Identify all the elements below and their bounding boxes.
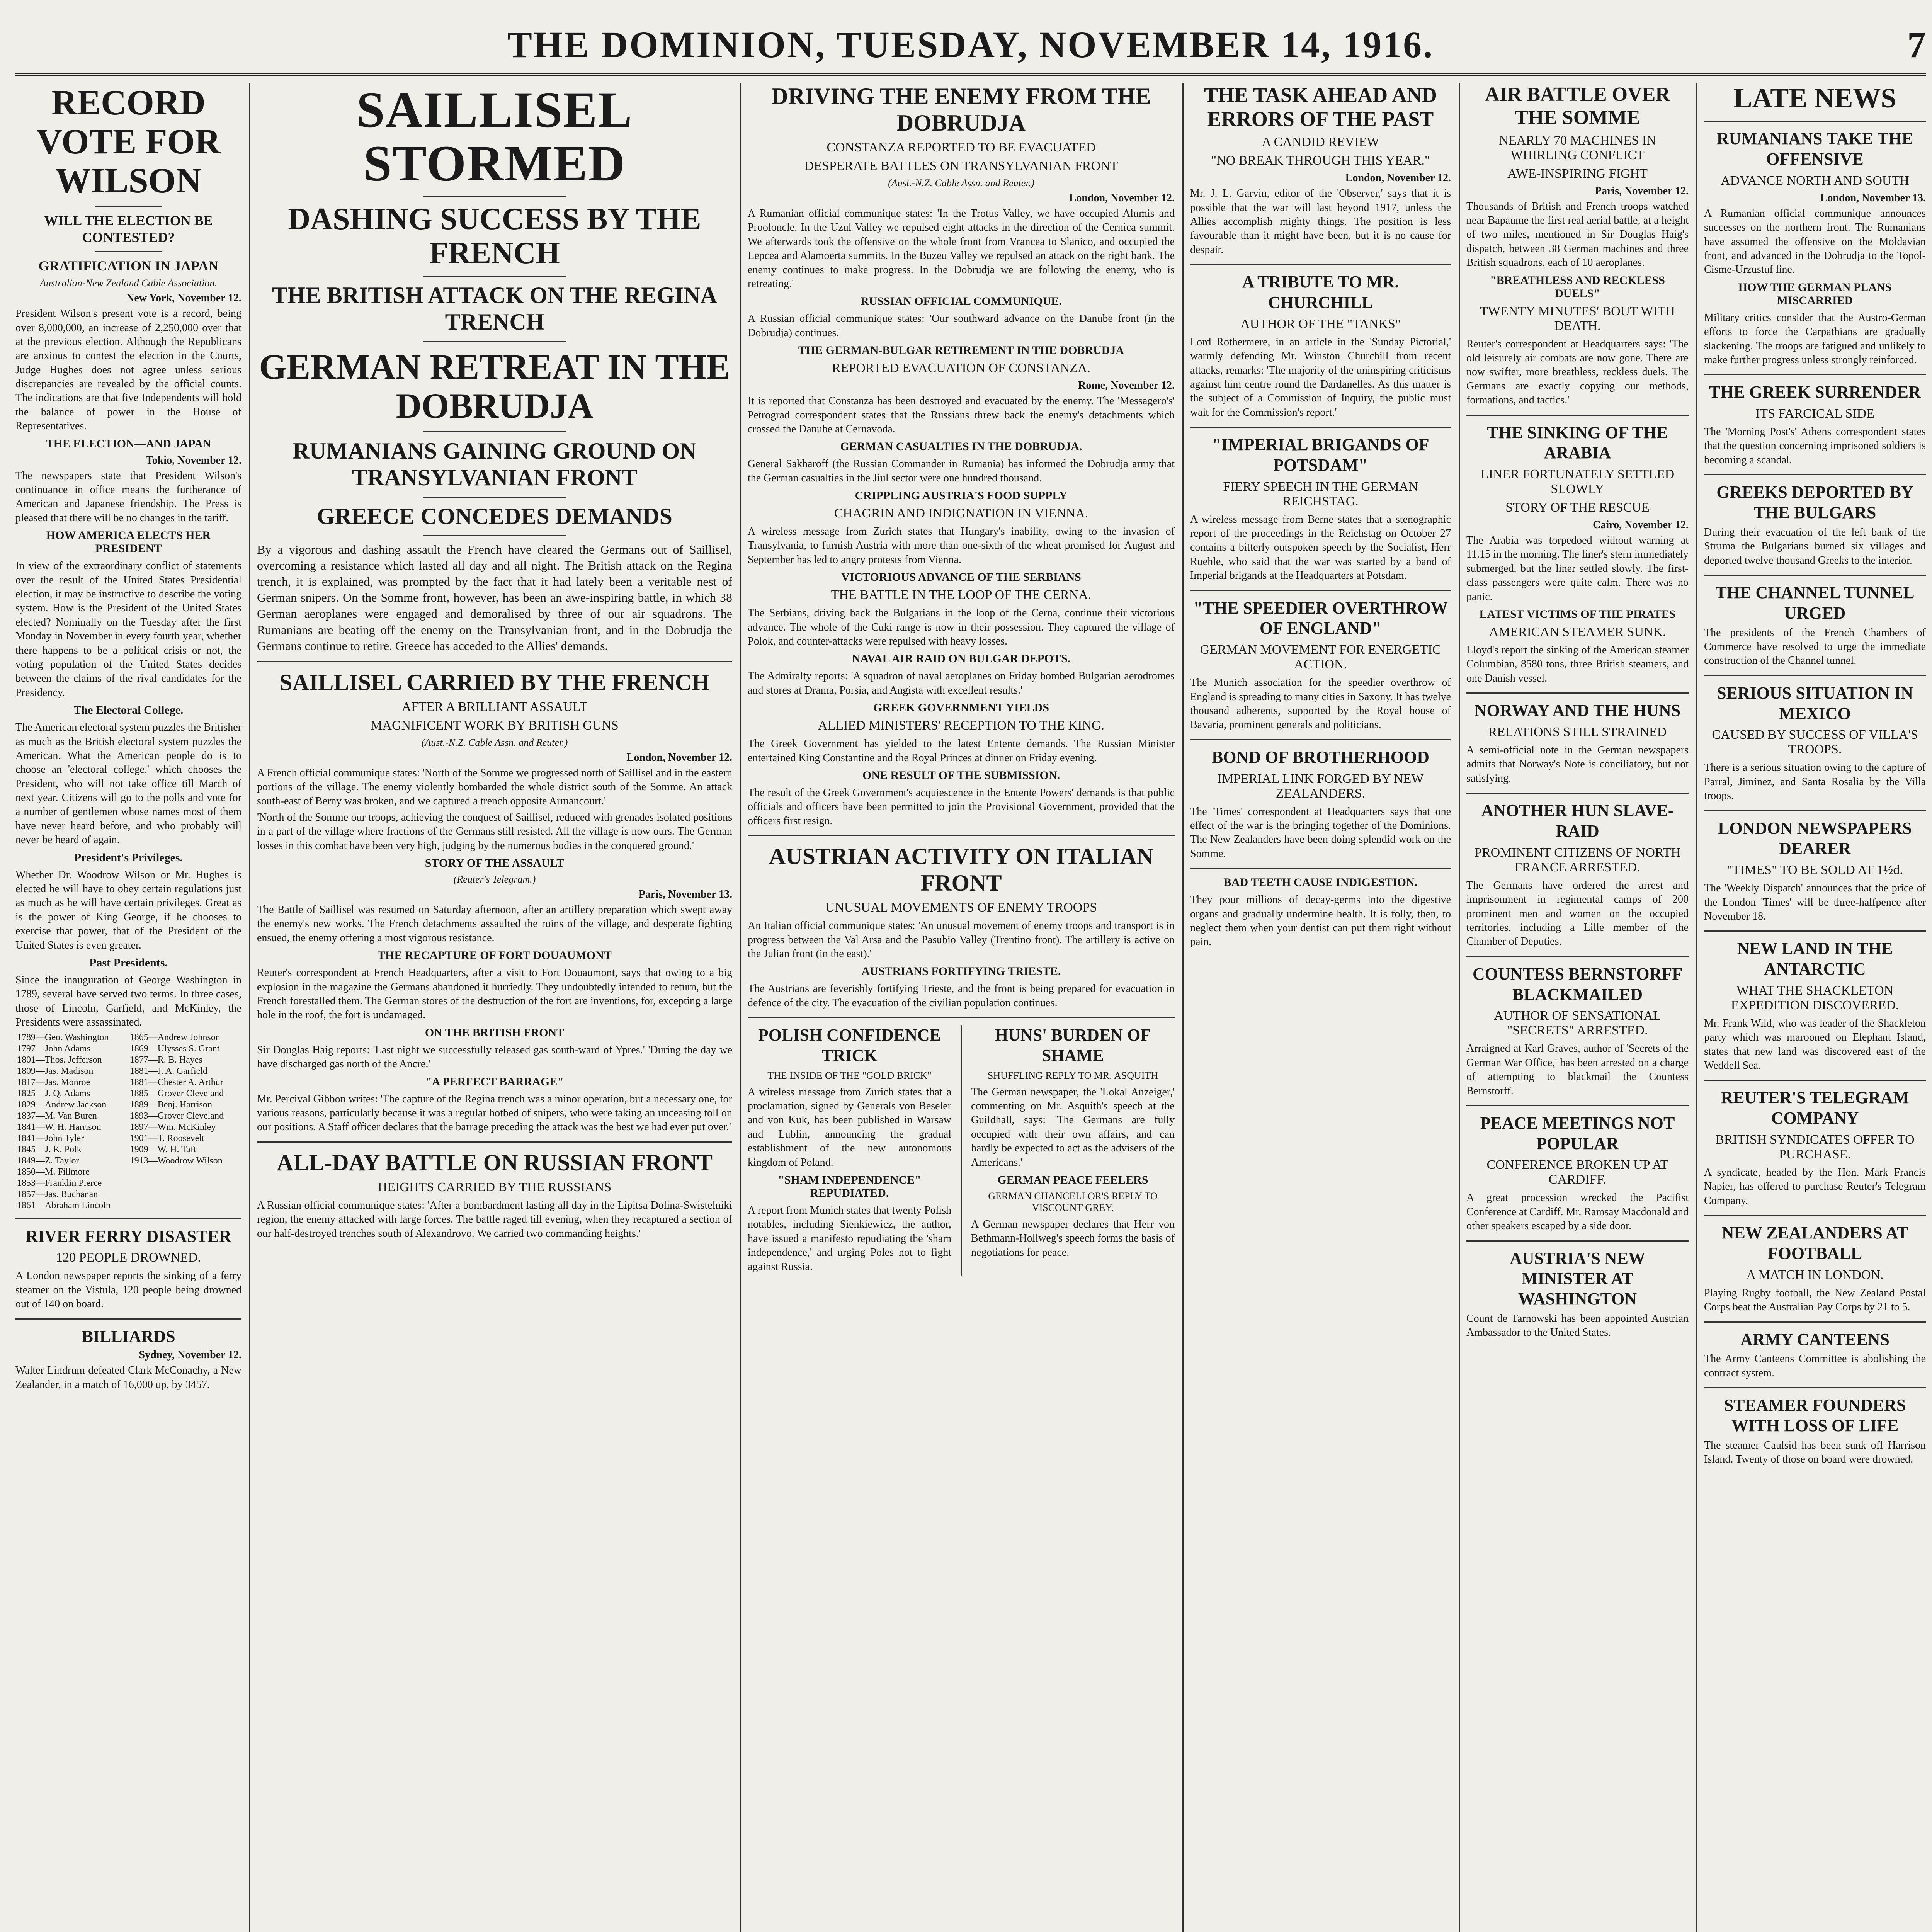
article-body: A wireless message from Zurich states that a proclamation, signed by Generals von Beseler and von Kuk, has been published in Warsaw and Lublin, announcing the gradual establishment of the new autonomous kingdom of Poland. — [748, 1086, 951, 1168]
subhead: ADVANCE NORTH AND SOUTH — [1721, 173, 1909, 188]
subhead: SHUFFLING REPLY TO MR. ASQUITH — [987, 1070, 1158, 1081]
dateline: Paris, November 13. — [638, 888, 732, 901]
section-heading: GERMAN CASUALTIES IN THE DOBRUDJA. — [840, 440, 1082, 453]
article-body: A great procession wrecked the Pacifist Conference at Cardiff. Mr. Ramsay Macdonald and other speakers escaped by a side door. — [1466, 1192, 1689, 1232]
article-body: The newspapers state that President Wilson's continuance in office means the furtherance of American and Japanese friendship. The Press is pleased that there will be no changes in the tariff. — [15, 469, 242, 524]
table-row: 1801—Thos. Jefferson 1877—R. B. Hayes — [17, 1054, 202, 1065]
subhead: BRITISH SYNDICATES OFFER TO PURCHASE. — [1715, 1133, 1915, 1162]
column-rule — [1459, 83, 1460, 1932]
article-body: The Battle of Saillisel was resumed on Saturday afternoon, after an artillery preparation which swept away the enemy's new works. The French detachments assaulted the ruins of the village, and desperate fighting ensued, the enemy offering a most vigorous resistance. — [257, 904, 732, 944]
article-body: In view of the extraordinary conflict of statements over the result of the United States Presidential election, it may be instructive to describe the voting system. How is the President of the United States elected? Nominally on the Tuesday after the first Monday in November in every fourth year, whether there happens to be a political crisis or not, the voting population of the United States decides between the claims of the rival candidates for the Presidency. — [15, 560, 242, 699]
headline-saillisel-carried: SAILLISEL CARRIED BY THE FRENCH — [279, 669, 710, 695]
article-body: Count de Tarnowski has been appointed Austrian Ambassador to the United States. — [1466, 1313, 1689, 1339]
section-heading: THE ELECTION—AND JAPAN — [46, 437, 211, 450]
column-rule — [1696, 83, 1697, 1932]
section-heading: HOW AMERICA ELECTS HER PRESIDENT — [46, 529, 211, 555]
subhead: 120 PEOPLE DROWNED. — [56, 1250, 201, 1265]
headline-regina: THE BRITISH ATTACK ON THE REGINA TRENCH — [272, 282, 717, 335]
table-row: 1797—John Adams 1869—Ulysses S. Grant — [17, 1043, 220, 1054]
subhead: ALLIED MINISTERS' RECEPTION TO THE KING. — [818, 718, 1104, 733]
article-body: The Admiralty reports: 'A squadron of naval aeroplanes on Friday bombed Bulgarian aerodromes and stores at Drama, Porsia, and Angista with excellent results.' — [748, 670, 1175, 696]
article-body: President Wilson's present vote is a record, being over 8,000,000, an increase of 2,250,000 over that at the previous election. Although the Republicans are anxious to contest the election in the Courts, Judge Hughes does not agree unless serious discrepancies are revealed by the official counts. The indications are that five Independents will hold the balance of power in the House of Representatives. — [15, 308, 242, 432]
table-row: 1809—Jas. Madison 1881—J. A. Garfield — [17, 1066, 208, 1076]
article-body: A French official communique states: 'North of the Somme we progressed north of Saillisel and in the eastern portions of the village. The enemy violently bombarded the whole district south of the Somme. An attack south-east of Berny was broken, and we captured a trench opposite Armancourt.' — [257, 767, 732, 807]
subhead: THE INSIDE OF THE "GOLD BRICK" — [767, 1070, 932, 1081]
subhead: WHAT THE SHACKLETON EXPEDITION DISCOVERED. — [1731, 983, 1899, 1012]
section-heading: HOW THE GERMAN PLANS MISCARRIED — [1738, 281, 1892, 307]
subhead: GERMAN MOVEMENT FOR ENERGETIC ACTION. — [1200, 643, 1441, 672]
subhead: AFTER A BRILLIANT ASSAULT — [401, 699, 588, 714]
article-body: A wireless message from Zurich states that Hungary's inability, owing to the invasion of Transylvania, to furnish Austria with more than one-sixth of the wheat promised for August and September has led to angry protests from Vienna. — [748, 526, 1175, 566]
dateline: Cairo, November 12. — [1593, 519, 1689, 531]
headline-late-news: LATE NEWS — [1733, 83, 1896, 114]
column-rule — [1182, 83, 1184, 1932]
article-body: The Arabia was torpedoed without warning at 11.15 in the morning. The liner's stern immediately submerged, but the liner settled slowly. The first-class passengers were quite calm. There was no panic. — [1466, 534, 1689, 603]
article-body: The German newspaper, the 'Lokal Anzeiger,' commenting on Mr. Asquith's speech at the Guildhall, says: 'The Germans are fully occupied with their own affairs, and can hardly be expected to act as the advisers of the Americans.' — [971, 1086, 1175, 1168]
subhead: MAGNIFICENT WORK BY BRITISH GUNS — [371, 718, 619, 733]
subhead: NEARLY 70 MACHINES IN WHIRLING CONFLICT — [1499, 133, 1656, 162]
headline-greeks-deported: GREEKS DEPORTED BY THE BULGARS — [1716, 483, 1913, 522]
headline-brigands: "IMPERIAL BRIGANDS OF POTSDAM" — [1212, 435, 1429, 474]
headline-norway: NORWAY AND THE HUNS — [1474, 701, 1681, 720]
table-row: 1841—John Tyler 1901—T. Roosevelt — [17, 1133, 204, 1143]
dateline: Paris, November 12. — [1595, 185, 1689, 197]
article-body: A Rumanian official communique announces successes on the northern front. The Rumanians have assumed the offensive on the Moldavian front, and advanced in the Dobrudja to the Topol-Cisme-Urzustuf line. — [1704, 207, 1926, 276]
cable-credit: (Aust.-N.Z. Cable Assn. and Reuter.) — [888, 177, 1034, 189]
article-body: The Austrians are feverishly fortifying Trieste, and the front is being prepared for evacuation in defence of the city. The evacuation of the civilian population continues. — [748, 983, 1175, 1009]
column-3 — [748, 83, 1175, 1932]
polish-article — [748, 1025, 951, 1276]
article-body: A syndicate, headed by the Hon. Mark Francis Napier, has offered to purchase Reuter's Telegram Company. — [1704, 1167, 1926, 1207]
subhead: A CANDID REVIEW — [1262, 135, 1379, 150]
headline-arabia: THE SINKING OF THE ARABIA — [1487, 423, 1668, 463]
subhead: IMPERIAL LINK FORGED BY NEW ZEALANDERS. — [1217, 771, 1424, 801]
page-number: 7 — [1907, 24, 1926, 65]
article-body: Military critics consider that the Austro-German efforts to force the Carpathians are gradually slackening. The troops are fatigued and unlikely to make further progress unless strongly reinforced. — [1704, 311, 1926, 366]
article-body: The Munich association for the speedier overthrow of England is spreading to many cities in Saxony. It has twelve thousand adherents, supported by the Royal house of Bavaria, prominent generals and politicians. — [1190, 677, 1451, 731]
subhead: CAUSED BY SUCCESS OF VILLA'S TROOPS. — [1712, 728, 1918, 757]
table-row: 1825—J. Q. Adams 1885—Grover Cleveland — [17, 1088, 224, 1099]
section-heading: RUSSIAN OFFICIAL COMMUNIQUE. — [861, 295, 1062, 308]
subhead: AUTHOR OF SENSATIONAL "SECRETS" ARRESTED. — [1494, 1009, 1661, 1038]
advertisement-body: They pour millions of decay-germs into the digestive organs and gradually undermine health. It is folly, then, to neglect them when your dentist can put them right without pain. — [1190, 894, 1451, 948]
article-body: Arraigned at Karl Graves, author of 'Secrets of the German War Office,' has been arrested on a charge of attempting to blackmail the Countess Bernstorff. — [1466, 1043, 1689, 1097]
article-body: Whether Dr. Woodrow Wilson or Mr. Hughes is elected he will have to obey certain regulations just as much as he will have certain privileges. Great as is the power of King George, if he chooses to exercise that power, that of the President of the United States is even greater. — [15, 869, 242, 951]
article-body: The American electoral system puzzles the Britisher as much as the British electoral system puzzles the American. What the American people do is to choose an 'electoral college,' which chooses the President, who will not take office till March of next year. Citizens will go to the polls and vote for a number of gentlemen whose names most of them have never heard before, and who probably will never be heard of again. — [15, 721, 242, 846]
headline-churchill: A TRIBUTE TO MR. CHURCHILL — [1242, 272, 1399, 312]
subhead: AUTHOR OF THE "TANKS" — [1240, 316, 1401, 331]
dateline: Tokio, November 12. — [146, 454, 242, 466]
column-2 — [257, 83, 732, 1932]
section-heading: The Electoral College. — [73, 704, 184, 717]
headline-mexico: SERIOUS SITUATION IN MEXICO — [1717, 683, 1913, 723]
article-body: Since the inauguration of George Washington in 1789, several have served two terms. In three cases, those of Lincoln, Garfield, and McKinley, the Presidents were assassinated. — [15, 974, 242, 1029]
headline-antarctic: NEW LAND IN THE ANTARCTIC — [1737, 939, 1893, 979]
headline-reuters: REUTER'S TELEGRAM COMPANY — [1721, 1088, 1909, 1128]
article-body: Mr. Frank Wild, who was leader of the Shackleton party which was marooned on Elephant Island, states that new land was discovered east of the Weddell Sea. — [1704, 1017, 1926, 1072]
table-row: 1837—M. Van Buren 1893—Grover Cleveland — [17, 1111, 224, 1121]
article-body: The 'Morning Post's' Athens correspondent states that the question concerning imprisoned soldiers is becoming a scandal. — [1704, 426, 1926, 466]
advertisement-heading: BAD TEETH CAUSE INDIGESTION. — [1223, 876, 1418, 889]
headline-greek-surrender: THE GREEK SURRENDER — [1709, 383, 1921, 402]
subhead: LINER FORTUNATELY SETTLED SLOWLY — [1480, 467, 1675, 497]
table-row: 1817—Jas. Monroe 1881—Chester A. Arthur — [17, 1077, 223, 1087]
headline-steamer-founders: STEAMER FOUNDERS WITH LOSS OF LIFE — [1724, 1396, 1906, 1435]
subhead: AMERICAN STEAMER SUNK. — [1489, 625, 1666, 639]
subhead-contested: WILL THE ELECTION BE CONTESTED? — [44, 213, 213, 245]
article-body: During their evacuation of the left bank of the Struma the Bulgarians burned six villages and deported twelve thousand Greeks to the interior. — [1704, 526, 1926, 566]
article-body: 'North of the Somme our troops, achieving the conquest of Saillisel, reduced with grenades isolated positions in a part of the village where fractions of the Germans still resisted. All the village is now ours. The German losses in this combat have been very high, judging by the numerous bodies in the conquered ground.' — [257, 811, 732, 852]
subhead: ITS FARCICAL SIDE — [1755, 406, 1874, 421]
subhead: UNUSUAL MOVEMENTS OF ENEMY TROOPS — [825, 900, 1097, 915]
headline-greece: GREECE CONCEDES DEMANDS — [316, 503, 673, 529]
article-body: Sir Douglas Haig reports: 'Last night we successfully released gas south-ward of Ypres.' 'During the day we have discharged gas north of the Ancre.' — [257, 1044, 732, 1070]
headline-german-retreat: GERMAN RETREAT IN THE DOBRUDJA — [259, 347, 730, 426]
huns-article — [971, 1025, 1175, 1276]
article-body: A Russian official communique states: 'Our southward advance on the Danube front (in the Dobrudja) continues.' — [748, 313, 1175, 339]
column-rule — [740, 83, 741, 1932]
headline-brotherhood: BOND OF BROTHERHOOD — [1211, 747, 1430, 767]
table-row: 1849—Z. Taylor 1913—Woodrow Wilson — [17, 1155, 223, 1166]
headline-ferry: RIVER FERRY DISASTER — [26, 1226, 231, 1246]
headline-driving-enemy: DRIVING THE ENEMY FROM THE DOBRUDJA — [771, 83, 1151, 136]
table-row: 1853—Franklin Pierce — [17, 1178, 102, 1188]
article-body: An Italian official communique states: 'An unusual movement of enemy troops and transport is in progress between the Val Arsa and the Pasubio Valley (Trentino front). The artillery is active on the Julian front (in the east).' — [748, 920, 1175, 960]
headline-peace-meetings: PEACE MEETINGS NOT POPULAR — [1480, 1113, 1675, 1153]
subhead: CONSTANZA REPORTED TO BE EVACUATED — [827, 140, 1096, 155]
headline-polish: POLISH CONFIDENCE TRICK — [758, 1026, 941, 1065]
article-body: Playing Rugby football, the New Zealand Postal Corps beat the Australian Pay Corps by 21 to 5. — [1704, 1287, 1926, 1313]
section-heading: VICTORIOUS ADVANCE OF THE SERBIANS — [841, 571, 1081, 584]
dateline: London, November 12. — [626, 751, 732, 764]
section-heading: NAVAL AIR RAID ON BULGAR DEPOTS. — [852, 652, 1071, 665]
column-6 — [1704, 83, 1926, 1932]
headline-channel-tunnel: THE CHANNEL TUNNEL URGED — [1715, 583, 1915, 622]
article-body: Lord Rothermere, in an article in the 'Sunday Pictorial,' warmly defending Mr. Winston Churchill from recent attacks, remarks: 'The majority of the uninspiring criticisms against him centre round the Dardanelles. As this matter is the subject of a Commission of Inquiry, the public must wait for the Commission's report.' — [1190, 336, 1451, 418]
subhead: AWE-INSPIRING FIGHT — [1507, 166, 1648, 181]
table-row: 1789—Geo. Washington 1865—Andrew Johnson — [17, 1032, 220, 1043]
cable-credit: Australian-New Zealand Cable Association. — [40, 277, 217, 289]
headline-football: NEW ZEALANDERS AT FOOTBALL — [1721, 1223, 1908, 1263]
subhead: STORY OF THE RESCUE — [1505, 500, 1650, 515]
headline-air-battle: AIR BATTLE OVER THE SOMME — [1485, 83, 1670, 129]
article-body: The presidents of the French Chambers of Commerce have resolved to urge the immediate construction of the Channel tunnel. — [1704, 626, 1926, 667]
column-rule — [249, 83, 250, 1932]
article-body: The steamer Caulsid has been sunk off Harrison Island. Twenty of those on board were drowned. — [1704, 1439, 1926, 1466]
section-heading: THE RECAPTURE OF FORT DOUAUMONT — [378, 949, 612, 962]
column-5 — [1466, 83, 1689, 1932]
subhead: CONFERENCE BROKEN UP AT CARDIFF. — [1486, 1158, 1668, 1187]
headline-speedier-overthrow: "THE SPEEDIER OVERTHROW OF ENGLAND" — [1193, 598, 1448, 638]
section-heading: "A PERFECT BARRAGE" — [425, 1075, 564, 1088]
section-heading: CRIPPLING AUSTRIA'S FOOD SUPPLY — [855, 489, 1068, 502]
headline-newspapers-dearer: LONDON NEWSPAPERS DEARER — [1718, 818, 1912, 858]
section-heading: "BREATHLESS AND RECKLESS DUELS" — [1490, 274, 1665, 300]
subhead: HEIGHTS CARRIED BY THE RUSSIANS — [378, 1180, 612, 1194]
subhead: "NO BREAK THROUGH THIS YEAR." — [1211, 153, 1430, 168]
article-body: The 'Weekly Dispatch' announces that the price of the London 'Times' will be three-halfpence after November 18. — [1704, 882, 1926, 922]
headline-rumanians-offensive: RUMANIANS TAKE THE OFFENSIVE — [1716, 129, 1913, 168]
masthead-title: THE DOMINION, TUESDAY, NOVEMBER 14, 1916. — [507, 24, 1434, 65]
dateline: Sydney, November 12. — [139, 1349, 242, 1361]
subhead: FIERY SPEECH IN THE GERMAN REICHSTAG. — [1223, 479, 1418, 509]
masthead — [15, 15, 1926, 76]
table-row: 1861—Abraham Lincoln — [17, 1200, 111, 1211]
article-body: Reuter's correspondent at French Headquarters, after a visit to Fort Douaumont, says that owing to a big explosion in the magazine the Germans abandoned it hurriedly. They undoubtedly intended to return, but the French forestalled them. The German stores of the destruction of the fort are inventions, for, excepting a large hole in the roof, the fort is undamaged. — [257, 967, 732, 1021]
subhead: REPORTED EVACUATION OF CONSTANZA. — [832, 361, 1090, 376]
headline-canteens: ARMY CANTEENS — [1740, 1330, 1889, 1349]
headline-dashing: DASHING SUCCESS BY THE FRENCH — [288, 202, 701, 270]
subhead: DESPERATE BATTLES ON TRANSYLVANIAN FRONT — [804, 159, 1118, 173]
subhead: TWENTY MINUTES' BOUT WITH DEATH. — [1480, 304, 1675, 333]
table-row: 1829—Andrew Jackson 1889—Benj. Harrison — [17, 1099, 213, 1110]
dateline: New York, November 12. — [126, 292, 242, 304]
section-heading: ON THE BRITISH FRONT — [425, 1026, 565, 1039]
section-heading: ONE RESULT OF THE SUBMISSION. — [862, 769, 1060, 782]
headline-huns: HUNS' BURDEN OF SHAME — [995, 1026, 1151, 1065]
subhead: CHAGRIN AND INDIGNATION IN VIENNA. — [834, 506, 1088, 521]
article-body: Mr. J. L. Garvin, editor of the 'Observer,' says that it is possible that the war will last beyond 1917, unless the Allies accomplish mighty things. The position is less favourable than it might have been, but it is no cause for despair. — [1190, 187, 1451, 256]
headline-record-vote: RECORD VOTE FOR WILSON — [36, 83, 221, 201]
cable-credit: (Reuter's Telegram.) — [453, 874, 536, 885]
subhead: GERMAN CHANCELLOR'S REPLY TO VISCOUNT GREY. — [988, 1190, 1158, 1214]
presidents-table — [15, 1032, 242, 1211]
article-body: The Greek Government has yielded to the latest Entente demands. The Russian Minister entertained King Constantine and the Royal Princes at dinner on Friday evening. — [748, 738, 1175, 764]
headline-countess: COUNTESS BERNSTORFF BLACKMAILED — [1472, 964, 1683, 1004]
article-body: There is a serious situation owing to the capture of Parral, Jiminez, and Santa Rosalia by the Villa troops. — [1704, 762, 1926, 802]
subhead: PROMINENT CITIZENS OF NORTH FRANCE ARRESTED. — [1475, 845, 1680, 874]
article-body: A semi-official note in the German newspapers admits that Norway's Note is conciliatory, but not satisfying. — [1466, 744, 1689, 784]
headline-rumanians: RUMANIANS GAINING GROUND ON TRANSYLVANIAN FRONT — [293, 438, 697, 490]
section-heading: President's Privileges. — [74, 851, 183, 864]
headline-austrian-activity: AUSTRIAN ACTIVITY ON ITALIAN FRONT — [769, 844, 1154, 896]
dateline: London, November 13. — [1820, 192, 1926, 204]
article-body: The 'Times' correspondent at Headquarters says that one effect of the war is the bringing together of the Dominions. The New Zealanders have been doing splendid work on the Somme. — [1190, 805, 1451, 860]
subhead: "TIMES" TO BE SOLD AT 1½d. — [1727, 863, 1903, 878]
dateline: Rome, November 12. — [1078, 379, 1175, 392]
article-body: General Sakharoff (the Russian Commander in Rumania) has informed the Dobrudja army that the German casualties in the Jiul sector were one hundred thousand. — [748, 458, 1175, 484]
cable-credit: (Aust.-N.Z. Cable Assn. and Reuter.) — [421, 736, 568, 748]
subhead-japan: GRATIFICATION IN JAPAN — [38, 258, 219, 274]
column-1 — [15, 83, 242, 1932]
article-body: The result of the Greek Government's acquiescence in the Entente Powers' demands is that public officials and officers have been permitted to join the Provisional Government, provided that the officers first resign. — [748, 786, 1175, 827]
headline-slave-raid: ANOTHER HUN SLAVE-RAID — [1481, 801, 1674, 840]
article-body: The Army Canteens Committee is abolishing the contract system. — [1704, 1353, 1926, 1379]
section-heading: STORY OF THE ASSAULT — [425, 857, 565, 870]
section-heading: Past Presidents. — [89, 956, 168, 969]
section-heading: AUSTRIANS FORTIFYING TRIESTE. — [861, 965, 1061, 978]
dateline: London, November 12. — [1345, 172, 1451, 184]
article-body: Lloyd's report the sinking of the American steamer Columbian, 8580 tons, three British steamers, and one Danish vessel. — [1466, 644, 1689, 684]
split-columns — [748, 1025, 1175, 1276]
article-body: The Serbians, driving back the Bulgarians in the loop of the Cerna, continue their victorious advance. The whole of the Cuki range is now in their possession. They captured the village of Polok, and counter-attacks were repulsed with heavy losses. — [748, 607, 1175, 648]
section-heading: GERMAN PEACE FEELERS — [997, 1173, 1148, 1187]
headline-austria-minister: AUSTRIA'S NEW MINISTER AT WASHINGTON — [1510, 1248, 1645, 1309]
table-row: 1850—M. Fillmore — [17, 1167, 90, 1177]
section-heading: "SHAM INDEPENDENCE" REPUDIATED. — [778, 1173, 921, 1200]
table-row: 1857—Jas. Buchanan — [17, 1189, 98, 1199]
dateline: London, November 12. — [1069, 192, 1175, 204]
article-body: Mr. Percival Gibbon writes: 'The capture of the Regina trench was a minor operation, but a necessary one, for various reasons, particularly because it was a regular hotbed of snipers, who were taking an unceasing toll on our positions. A Staff officer declares that the barrage preceding the attack was the best we had ever put over.' — [257, 1093, 732, 1133]
section-heading: THE GERMAN-BULGAR RETIREMENT IN THE DOBRUDJA — [798, 344, 1124, 357]
table-row: 1845—J. K. Polk 1909—W. H. Taft — [17, 1144, 196, 1155]
headline-billiards: BILLIARDS — [82, 1327, 175, 1346]
article-body: A Rumanian official communique states: 'In the Trotus Valley, we have occupied Alumis and Prooloncle. In the Uzul Valley we repulsed eight attacks in the direction of the Cernica summit. We afterwards took the offensive on the whole front from Vrancea to Slanico, and occupied the Lepcea and Alamoerta summits. In the Buzeu Valley we repulsed an attack on the right bank. The enemy continues to make progress. In the Dobrudja we are following the enemy, who is retreating.' — [748, 207, 1175, 290]
section-heading: LATEST VICTIMS OF THE PIRATES — [1479, 608, 1676, 621]
article-body: Walter Lindrum defeated Clark McConachy, a New Zealander, in a match of 16,000 up, by 3457. — [15, 1364, 242, 1391]
subhead: A MATCH IN LONDON. — [1746, 1267, 1884, 1282]
headline-saillisel-stormed: SAILLISEL STORMED — [356, 83, 633, 192]
article-body: A German newspaper declares that Herr von Bethmann-Hollweg's speech forms the basis of negotiations for peace. — [971, 1218, 1175, 1259]
headline-all-day-battle: ALL-DAY BATTLE ON RUSSIAN FRONT — [277, 1150, 713, 1175]
article-body: A Russian official communique states: 'After a bombardment lasting all day in the Lipitsa Dolina-Swistelniki region, the enemy attacked with large forces. The battle raged till evening, when they recaptured a section of our half-destroyed trenches south of Alexandrovo. We carried two commanding heights.' — [257, 1199, 732, 1240]
table-row: 1841—W. H. Harrison 1897—Wm. McKinley — [17, 1122, 216, 1132]
article-body: It is reported that Constanza has been destroyed and evacuated by the enemy. The 'Messagero's' Petrograd correspondent states that the Russians threw back the enemy's detachments which crossed the Danube at Cernavoda. — [748, 395, 1175, 435]
subhead: THE BATTLE IN THE LOOP OF THE CERNA. — [831, 588, 1092, 602]
article-body: The Germans have ordered the arrest and imprisonment in regimental camps of 200 prominent men and women on the occupied territories, including a Lille member of the Chamber of Deputies. — [1466, 879, 1689, 948]
article-body: Thousands of British and French troops watched near Bapaume the first real aerial battle, at a height of two miles, mentioned in Sir Douglas Haig's dispatch, between 38 German machines and three British squadrons, each of 10 aeroplanes. — [1466, 200, 1689, 269]
section-heading: GREEK GOVERNMENT YIELDS — [873, 701, 1049, 714]
article-body: A wireless message from Berne states that a stenographic report of the proceedings in the Reichstag on October 27 contains a bitterly outspoken speech by the Socialist, Herr Ruehle, who said that the war was started by a band of Imperial brigands at the Headquarters at Potsdam. — [1190, 513, 1451, 582]
headline-task-ahead: THE TASK AHEAD AND ERRORS OF THE PAST — [1204, 83, 1437, 131]
subhead: RELATIONS STILL STRAINED — [1488, 725, 1667, 740]
article-body: A London newspaper reports the sinking of a ferry steamer on the Vistula, 120 people being drowned out of 140 on board. — [15, 1270, 242, 1310]
column-4 — [1190, 83, 1451, 1932]
article-body: Reuter's correspondent at Headquarters says: 'The old leisurely air combats are now gone. There are now swifter, more breathless, reckless duels. The Germans are exactly copying our methods, formations, and tactics.' — [1466, 338, 1689, 406]
summary: By a vigorous and dashing assault the French have cleared the Germans out of Saillisel, overcoming a resistance which lasted all day and all night. The British attack on the Regina trench, it is explained, was prompted by the fact that it had lately been a veritable nest of German snipers. On the Somme front, however, has been an awe-inspiring battle, in which 38 German aeroplanes were engaged and demoralised by three of our air squadrons. The Rumanians are beating off the enemy on the Transylvanian front, and in the Dobrudja the Germans continue to retire. Greece has acceded to the Allies' demands. — [257, 542, 732, 653]
article-body: A report from Munich states that twenty Polish notables, including Sienkiewicz, the author, have issued a manifesto repudiating the 'sham independence,' and urging Poles not to fight against Russia. — [748, 1204, 951, 1273]
